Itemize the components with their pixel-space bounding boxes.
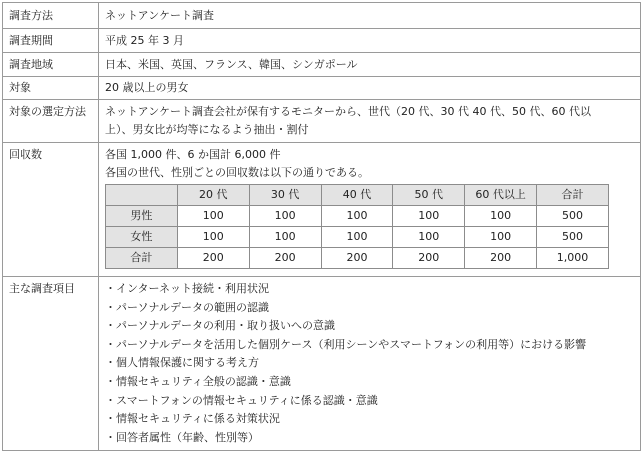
items-value — [99, 277, 641, 451]
count-cell: 200 — [177, 248, 249, 269]
list-item: ・情報セキュリティに係る対策状況 — [105, 412, 280, 426]
responses-line-2: 各国の世代、性別ごとの回収数は以下の通りである。 — [105, 166, 369, 179]
count-row-header: 男性 — [106, 206, 178, 227]
count-col-header: 40 代 — [321, 185, 393, 206]
count-cell: 100 — [321, 206, 393, 227]
selection-label: 対象の選定方法 — [3, 100, 99, 143]
count-cell: 200 — [321, 248, 393, 269]
target-label: 対象 — [3, 77, 99, 100]
responses-label: 回収数 — [3, 143, 99, 277]
count-col-header: 20 代 — [177, 185, 249, 206]
count-cell: 1,000 — [537, 248, 609, 269]
count-cell: 100 — [177, 227, 249, 248]
row-method — [3, 3, 641, 29]
count-cell: 100 — [177, 206, 249, 227]
count-col-header: 合計 — [537, 185, 609, 206]
count-row-total — [106, 248, 609, 269]
list-item: ・個人情報保護に関する考え方 — [105, 356, 259, 370]
count-cell: 100 — [249, 227, 321, 248]
count-cell: 100 — [465, 206, 537, 227]
count-col-header: 30 代 — [249, 185, 321, 206]
region-value: 日本、米国、英国、フランス、韓国、シンガポール — [99, 53, 641, 77]
list-item: ・インターネット接続・利用状況 — [105, 282, 270, 295]
count-row-female — [106, 227, 609, 248]
row-items — [3, 277, 641, 451]
count-cell: 500 — [537, 227, 609, 248]
selection-value — [99, 100, 641, 143]
period-value: 平成 25 年 3 月 — [99, 29, 641, 53]
row-selection — [3, 100, 641, 143]
count-col-header: 50 代 — [393, 185, 465, 206]
count-cell: 100 — [249, 206, 321, 227]
responses-value — [99, 143, 641, 277]
count-row-male — [106, 206, 609, 227]
list-item: ・パーソナルデータの範囲の認識 — [105, 300, 270, 314]
items-label: 主な調査項目 — [3, 277, 99, 451]
list-item: ・情報セキュリティ全般の認識・意識 — [105, 374, 291, 388]
list-item: ・スマートフォンの情報セキュリティに係る認識・意識 — [105, 393, 378, 407]
list-item: ・回答者属性（年齢、性別等） — [105, 430, 259, 444]
count-row-header: 合計 — [106, 248, 178, 269]
count-header-row — [106, 185, 609, 206]
method-label: 調査方法 — [3, 3, 99, 29]
count-cell: 100 — [321, 227, 393, 248]
row-period — [3, 29, 641, 53]
region-label: 調査地域 — [3, 53, 99, 77]
count-cell: 100 — [465, 227, 537, 248]
list-item: ・パーソナルデータの利用・取り扱いへの意識 — [105, 319, 336, 333]
count-cell: 100 — [393, 206, 465, 227]
row-responses — [3, 143, 641, 277]
count-cell: 200 — [465, 248, 537, 269]
count-row-header: 女性 — [106, 227, 178, 248]
list-item: ・パーソナルデータを活用した個別ケース（利用シーンやスマートフォンの利用等）における影響 — [105, 337, 587, 351]
responses-line-1: 各国 1,000 件、6 か国計 6,000 件 — [105, 148, 281, 161]
count-cell: 500 — [537, 206, 609, 227]
selection-line-1: ネットアンケート調査会社が保有するモニターから、世代（20 代、30 代 40 代、50 代、60 代以 — [105, 105, 591, 118]
count-corner-cell — [106, 185, 178, 206]
target-value: 20 歳以上の男女 — [99, 77, 641, 100]
method-value: ネットアンケート調査 — [99, 3, 641, 29]
response-count-table — [105, 184, 609, 269]
count-col-header: 60 代以上 — [465, 185, 537, 206]
survey-overview-table — [2, 2, 641, 451]
selection-line-2: 上）、男女比が均等になるよう抽出・割付 — [105, 123, 309, 136]
survey-items-list — [105, 280, 634, 447]
count-cell: 200 — [393, 248, 465, 269]
count-cell: 200 — [249, 248, 321, 269]
row-region — [3, 53, 641, 77]
row-target — [3, 77, 641, 100]
period-label: 調査期間 — [3, 29, 99, 53]
count-cell: 100 — [393, 227, 465, 248]
